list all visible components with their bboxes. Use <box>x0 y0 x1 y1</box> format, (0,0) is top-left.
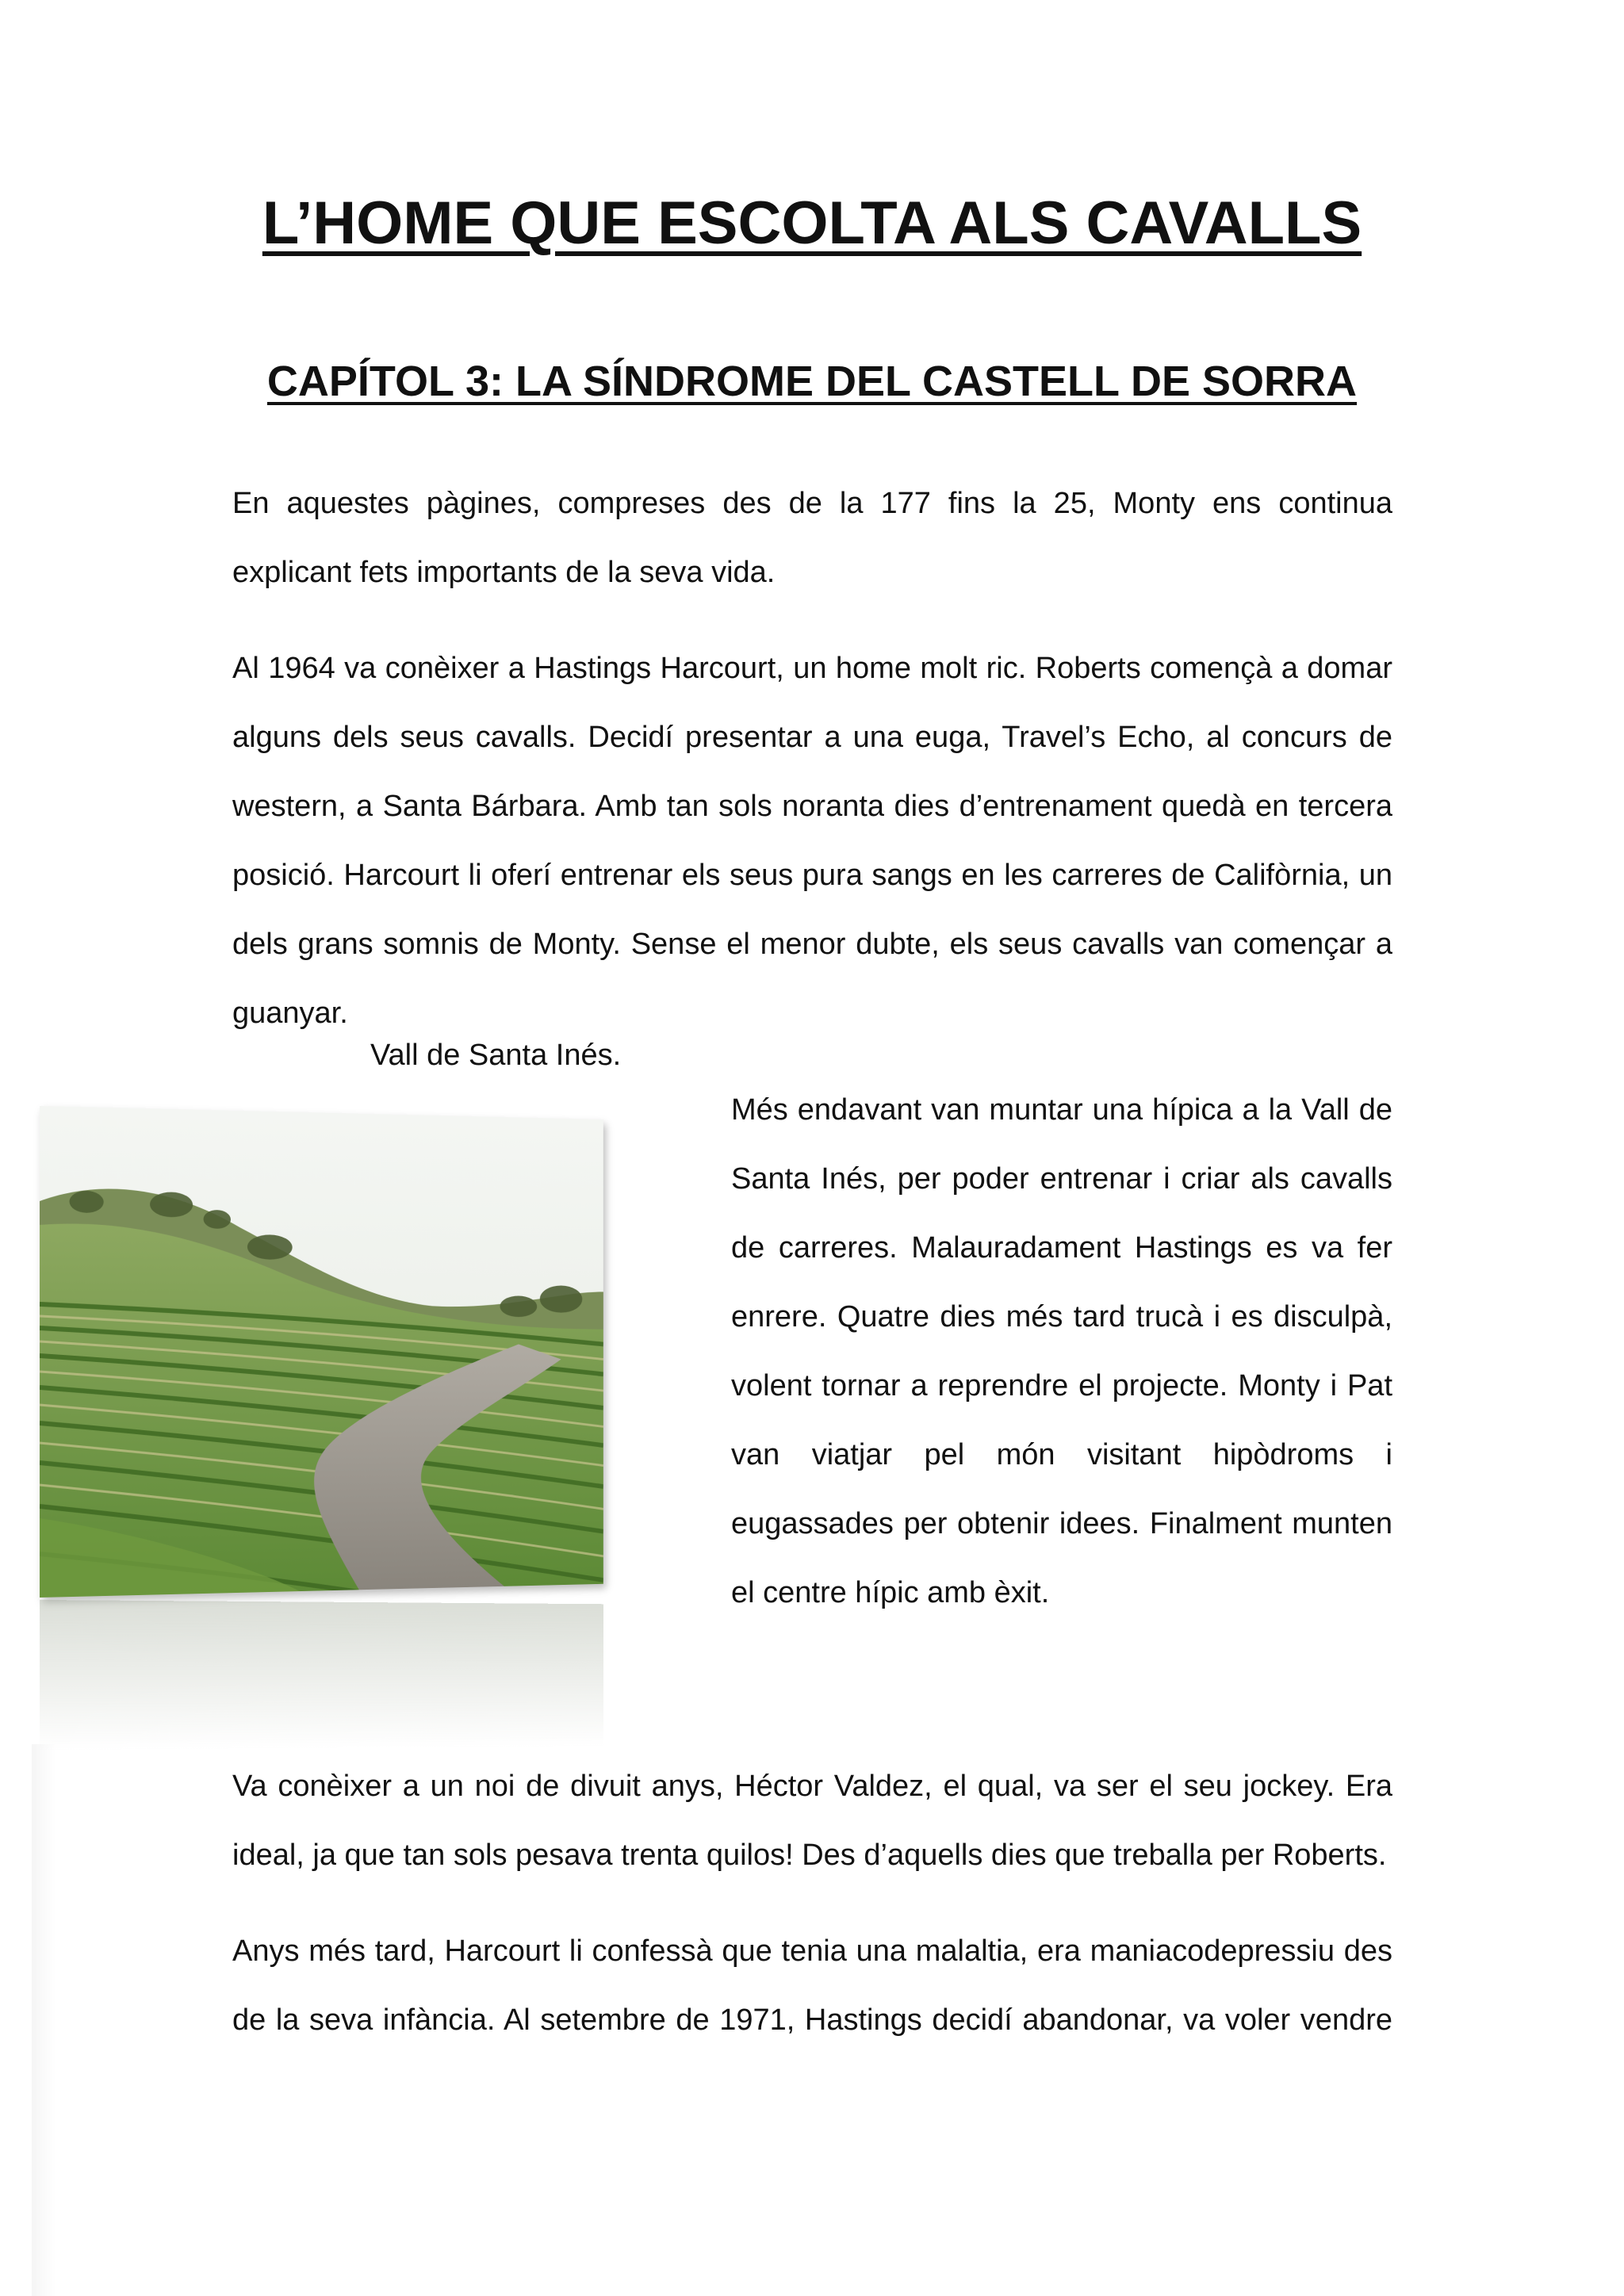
paragraph-intro: En aquestes pàgines, compreses des de la 177 fins la 25, Monty ens continua explicant fets importants de la seva vida. <box>232 487 1392 589</box>
photo-reflection <box>40 1600 603 1751</box>
vineyard-photo <box>40 1106 603 1598</box>
image-caption: Vall de Santa Inés. <box>370 1039 622 1072</box>
chapter-heading: CAPÍTOL 3: LA SÍNDROME DEL CASTELL DE SORRA <box>266 358 1358 405</box>
paragraph-hipica: Més endavant van muntar una hípica a la Vall de Santa Inés, per poder entrenar i criar als cavalls de carreres. Malauradament Hastings es va fer enrere. Quatre dies més tard trucà i es disculpà, volent tornar a reprendre el projecte. Monty i Pat van viatjar pel món visitant hipòdroms i eugassades per obtenir idees. Finalment munten el centre hípic amb èxit. <box>731 1093 1392 1609</box>
paragraph-hector: Va conèixer a un noi de divuit anys, Héctor Valdez, el qual, va ser el seu jockey. Era ideal, ja que tan sols pesava trenta quilos! Des d’aquells dies que treballa per Roberts. <box>232 1770 1392 1872</box>
page-edge-shadow <box>32 1744 56 2296</box>
page-title: L’HOME QUE ESCOLTA ALS CAVALLS <box>262 189 1362 257</box>
paragraph-illness: Anys més tard, Harcourt li confessà que tenia una malaltia, era maniacodepressiu des de la seva infància. Al setembre de 1971, Hastings decidí abandonar, va voler vendre <box>232 1934 1392 2037</box>
paragraph-harcourt: Al 1964 va conèixer a Hastings Harcourt, un home molt ric. Roberts començà a domar alguns dels seus cavalls. Decidí presentar a una euga, Travel’s Echo, al concurs de western, a Santa Bárbara. Amb tan sols noranta dies d’entrenament quedà en tercera posició. Harcourt li oferí entrenar els seus pura sangs en les carreres de Califòrnia, un dels grans somnis de Monty. Sense el menor dubte, els seus cavalls van començar a guanyar. <box>232 652 1392 1030</box>
